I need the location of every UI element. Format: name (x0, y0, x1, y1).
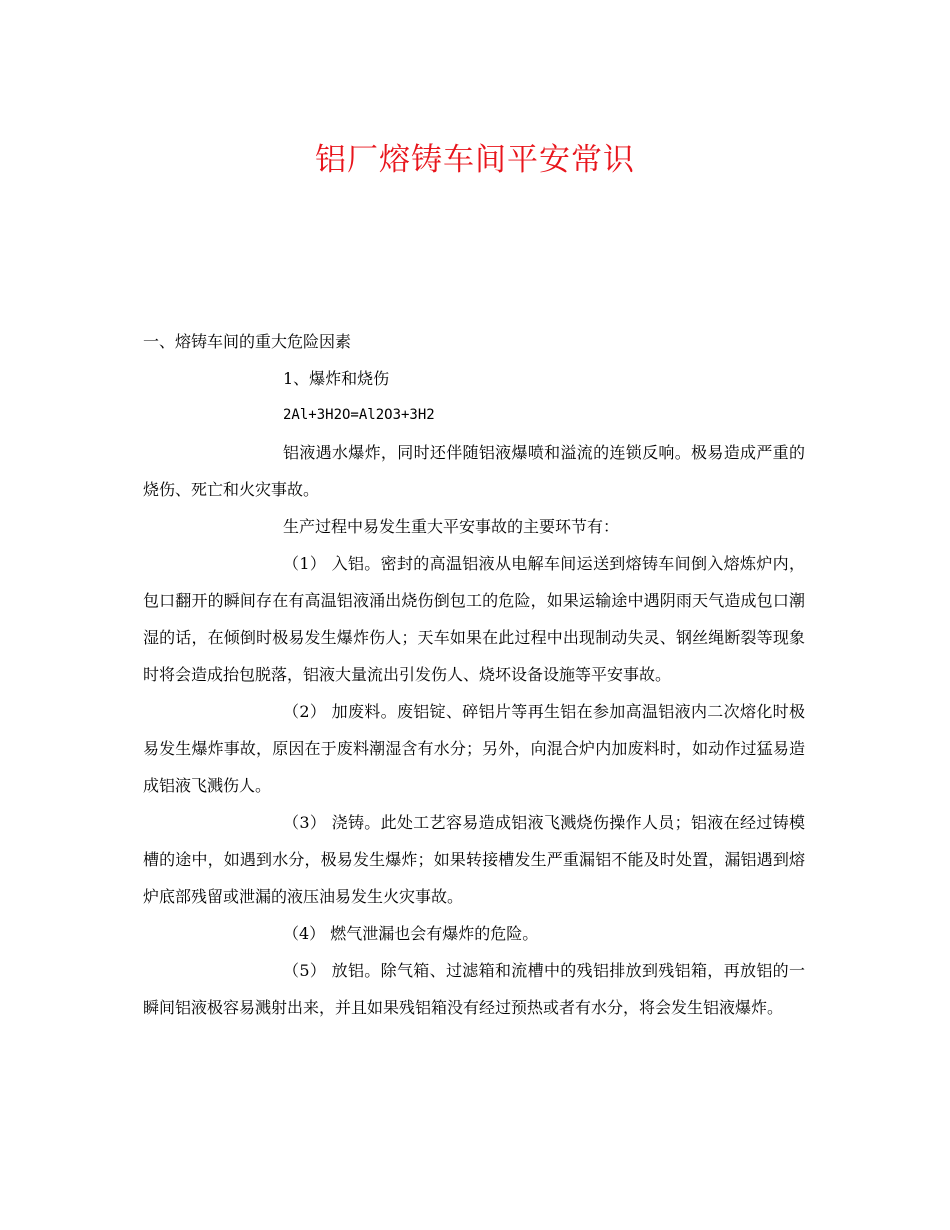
section-heading: 一、熔铸车间的重大危险因素 (143, 332, 352, 351)
subsection-heading: 1、爆炸和烧伤 (283, 369, 390, 388)
paragraph-step-4: （4） 燃气泄漏也会有爆炸的危险。 (283, 924, 539, 943)
paragraph-step-5: （5） 放铝。除气箱、过滤箱和流槽中的残铝排放到残铝箱，再放铝的一瞬间铝液极容易溅射出来，并且如果残铝箱没有经过预热或者有水分，将会发生铝液爆炸。 (143, 961, 805, 1017)
chemical-formula: 2Al+3H2O=Al2O3+3H2 (283, 407, 435, 423)
paragraph-step-2: （2） 加废料。废铝锭、碎铝片等再生铝在参加高温铝液内二次熔化时极易发生爆炸事故，原因在于废料潮湿含有水分；另外，向混合炉内加废料时，如动作过猛易造成铝液飞溅伤人。 (143, 702, 805, 795)
paragraph-step-3: （3） 浇铸。此处工艺容易造成铝液飞溅烧伤操作人员；铝液在经过铸模槽的途中，如遇到水分，极易发生爆炸；如果转接槽发生严重漏铝不能及时处置，漏铝遇到熔炉底部残留或泄漏的液压油易发生火灾事故。 (143, 813, 805, 906)
paragraph-step-1: （1） 入铝。密封的高温铝液从电解车间运送到熔铸车间倒入熔炼炉内，包口翻开的瞬间存在有高温铝液涌出烧伤倒包工的危险，如果运输途中遇阴雨天气造成包口潮湿的话，在倾倒时极易发生爆炸伤人；天车如果在此过程中出现制动失灵、钢丝绳断裂等现象时将会造成抬包脱落，铝液大量流出引发伤人、烧坏设备设施等平安事故。 (143, 554, 805, 684)
document-title: 铝厂熔铸车间平安常识 (315, 142, 635, 178)
document-body (143, 323, 805, 1026)
paragraph-explosion: 铝液遇水爆炸，同时还伴随铝液爆喷和溢流的连锁反响。极易造成严重的烧伤、死亡和火灾事故。 (143, 443, 805, 499)
paragraph-key-steps: 生产过程中易发生重大平安事故的主要环节有： (283, 517, 620, 536)
